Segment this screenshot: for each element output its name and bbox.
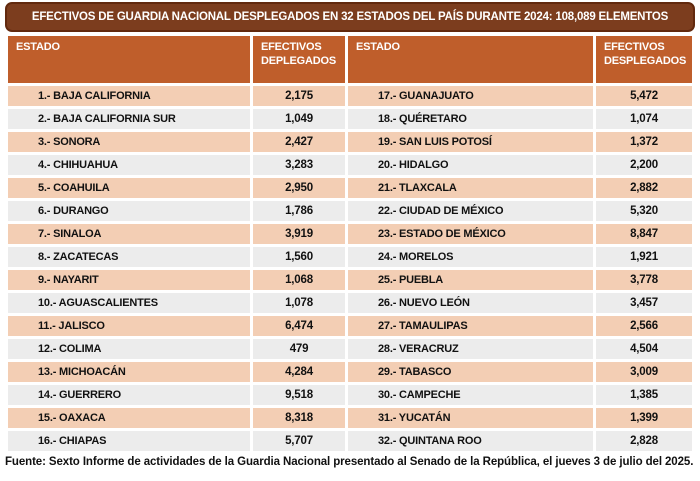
value-cell: 1,921	[596, 247, 692, 267]
value-cell: 5,707	[253, 431, 345, 451]
value-cell: 3,919	[253, 224, 345, 244]
state-cell: 6.- DURANGO	[8, 201, 250, 221]
value-cell: 4,504	[596, 339, 692, 359]
state-cell: 1.- BAJA CALIFORNIA	[8, 86, 250, 106]
value-cell: 6,474	[253, 316, 345, 336]
column-header-value-left: EFECTIVOS DEPLEGADOS	[253, 36, 345, 83]
column-header-state-right: ESTADO	[348, 36, 593, 83]
value-cell: 2,882	[596, 178, 692, 198]
value-cell: 2,427	[253, 132, 345, 152]
state-cell: 31.- YUCATÁN	[348, 408, 593, 428]
state-cell: 8.- ZACATECAS	[8, 247, 250, 267]
column-header-value-right: EFECTIVOS DESPLEGADOS	[596, 36, 692, 83]
deployment-table	[8, 36, 692, 451]
state-cell: 30.- CAMPECHE	[348, 385, 593, 405]
source-note: Fuente: Sexto Informe de actividades de la Guardia Nacional presentado al Senado de la República, el jueves 3 de julio del 2025.	[5, 456, 694, 468]
state-cell: 14.- GUERRERO	[8, 385, 250, 405]
state-cell: 13.- MICHOACÁN	[8, 362, 250, 382]
value-cell: 479	[253, 339, 345, 359]
column-header-state-left: ESTADO	[8, 36, 250, 83]
state-cell: 19.- SAN LUIS POTOSÍ	[348, 132, 593, 152]
state-cell: 7.- SINALOA	[8, 224, 250, 244]
table-title-bar	[5, 2, 695, 32]
value-cell: 2,200	[596, 155, 692, 175]
value-cell: 2,566	[596, 316, 692, 336]
value-cell: 8,318	[253, 408, 345, 428]
state-cell: 22.- CIUDAD DE MÉXICO	[348, 201, 593, 221]
value-cell: 8,847	[596, 224, 692, 244]
value-cell: 5,472	[596, 86, 692, 106]
state-cell: 9.- NAYARIT	[8, 270, 250, 290]
value-cell: 1,399	[596, 408, 692, 428]
state-cell: 25.- PUEBLA	[348, 270, 593, 290]
state-cell: 20.- HIDALGO	[348, 155, 593, 175]
state-cell: 26.- NUEVO LEÓN	[348, 293, 593, 313]
value-cell: 3,778	[596, 270, 692, 290]
table-title: EFECTIVOS DE GUARDIA NACIONAL DESPLEGADOS EN 32 ESTADOS DEL PAÍS DURANTE 2024: 108,089 ELEMENTOS	[31, 11, 669, 23]
state-cell: 18.- QUÉRETARO	[348, 109, 593, 129]
value-cell: 3,009	[596, 362, 692, 382]
value-cell: 1,074	[596, 109, 692, 129]
value-cell: 3,283	[253, 155, 345, 175]
value-cell: 9,518	[253, 385, 345, 405]
value-cell: 2,828	[596, 431, 692, 451]
value-cell: 1,372	[596, 132, 692, 152]
value-cell: 5,320	[596, 201, 692, 221]
state-cell: 3.- SONORA	[8, 132, 250, 152]
state-cell: 15.- OAXACA	[8, 408, 250, 428]
state-cell: 2.- BAJA CALIFORNIA SUR	[8, 109, 250, 129]
value-cell: 1,560	[253, 247, 345, 267]
state-cell: 29.- TABASCO	[348, 362, 593, 382]
value-cell: 4,284	[253, 362, 345, 382]
value-cell: 3,457	[596, 293, 692, 313]
state-cell: 24.- MORELOS	[348, 247, 593, 267]
state-cell: 27.- TAMAULIPAS	[348, 316, 593, 336]
state-cell: 23.- ESTADO DE MÉXICO	[348, 224, 593, 244]
state-cell: 21.- TLAXCALA	[348, 178, 593, 198]
state-cell: 17.- GUANAJUATO	[348, 86, 593, 106]
state-cell: 11.- JALISCO	[8, 316, 250, 336]
state-cell: 32.- QUINTANA ROO	[348, 431, 593, 451]
value-cell: 1,068	[253, 270, 345, 290]
state-cell: 28.- VERACRUZ	[348, 339, 593, 359]
value-cell: 1,385	[596, 385, 692, 405]
value-cell: 2,175	[253, 86, 345, 106]
value-cell: 1,049	[253, 109, 345, 129]
value-cell: 1,786	[253, 201, 345, 221]
state-cell: 12.- COLIMA	[8, 339, 250, 359]
value-cell: 1,078	[253, 293, 345, 313]
value-cell: 2,950	[253, 178, 345, 198]
state-cell: 16.- CHIAPAS	[8, 431, 250, 451]
state-cell: 4.- CHIHUAHUA	[8, 155, 250, 175]
state-cell: 5.- COAHUILA	[8, 178, 250, 198]
state-cell: 10.- AGUASCALIENTES	[8, 293, 250, 313]
